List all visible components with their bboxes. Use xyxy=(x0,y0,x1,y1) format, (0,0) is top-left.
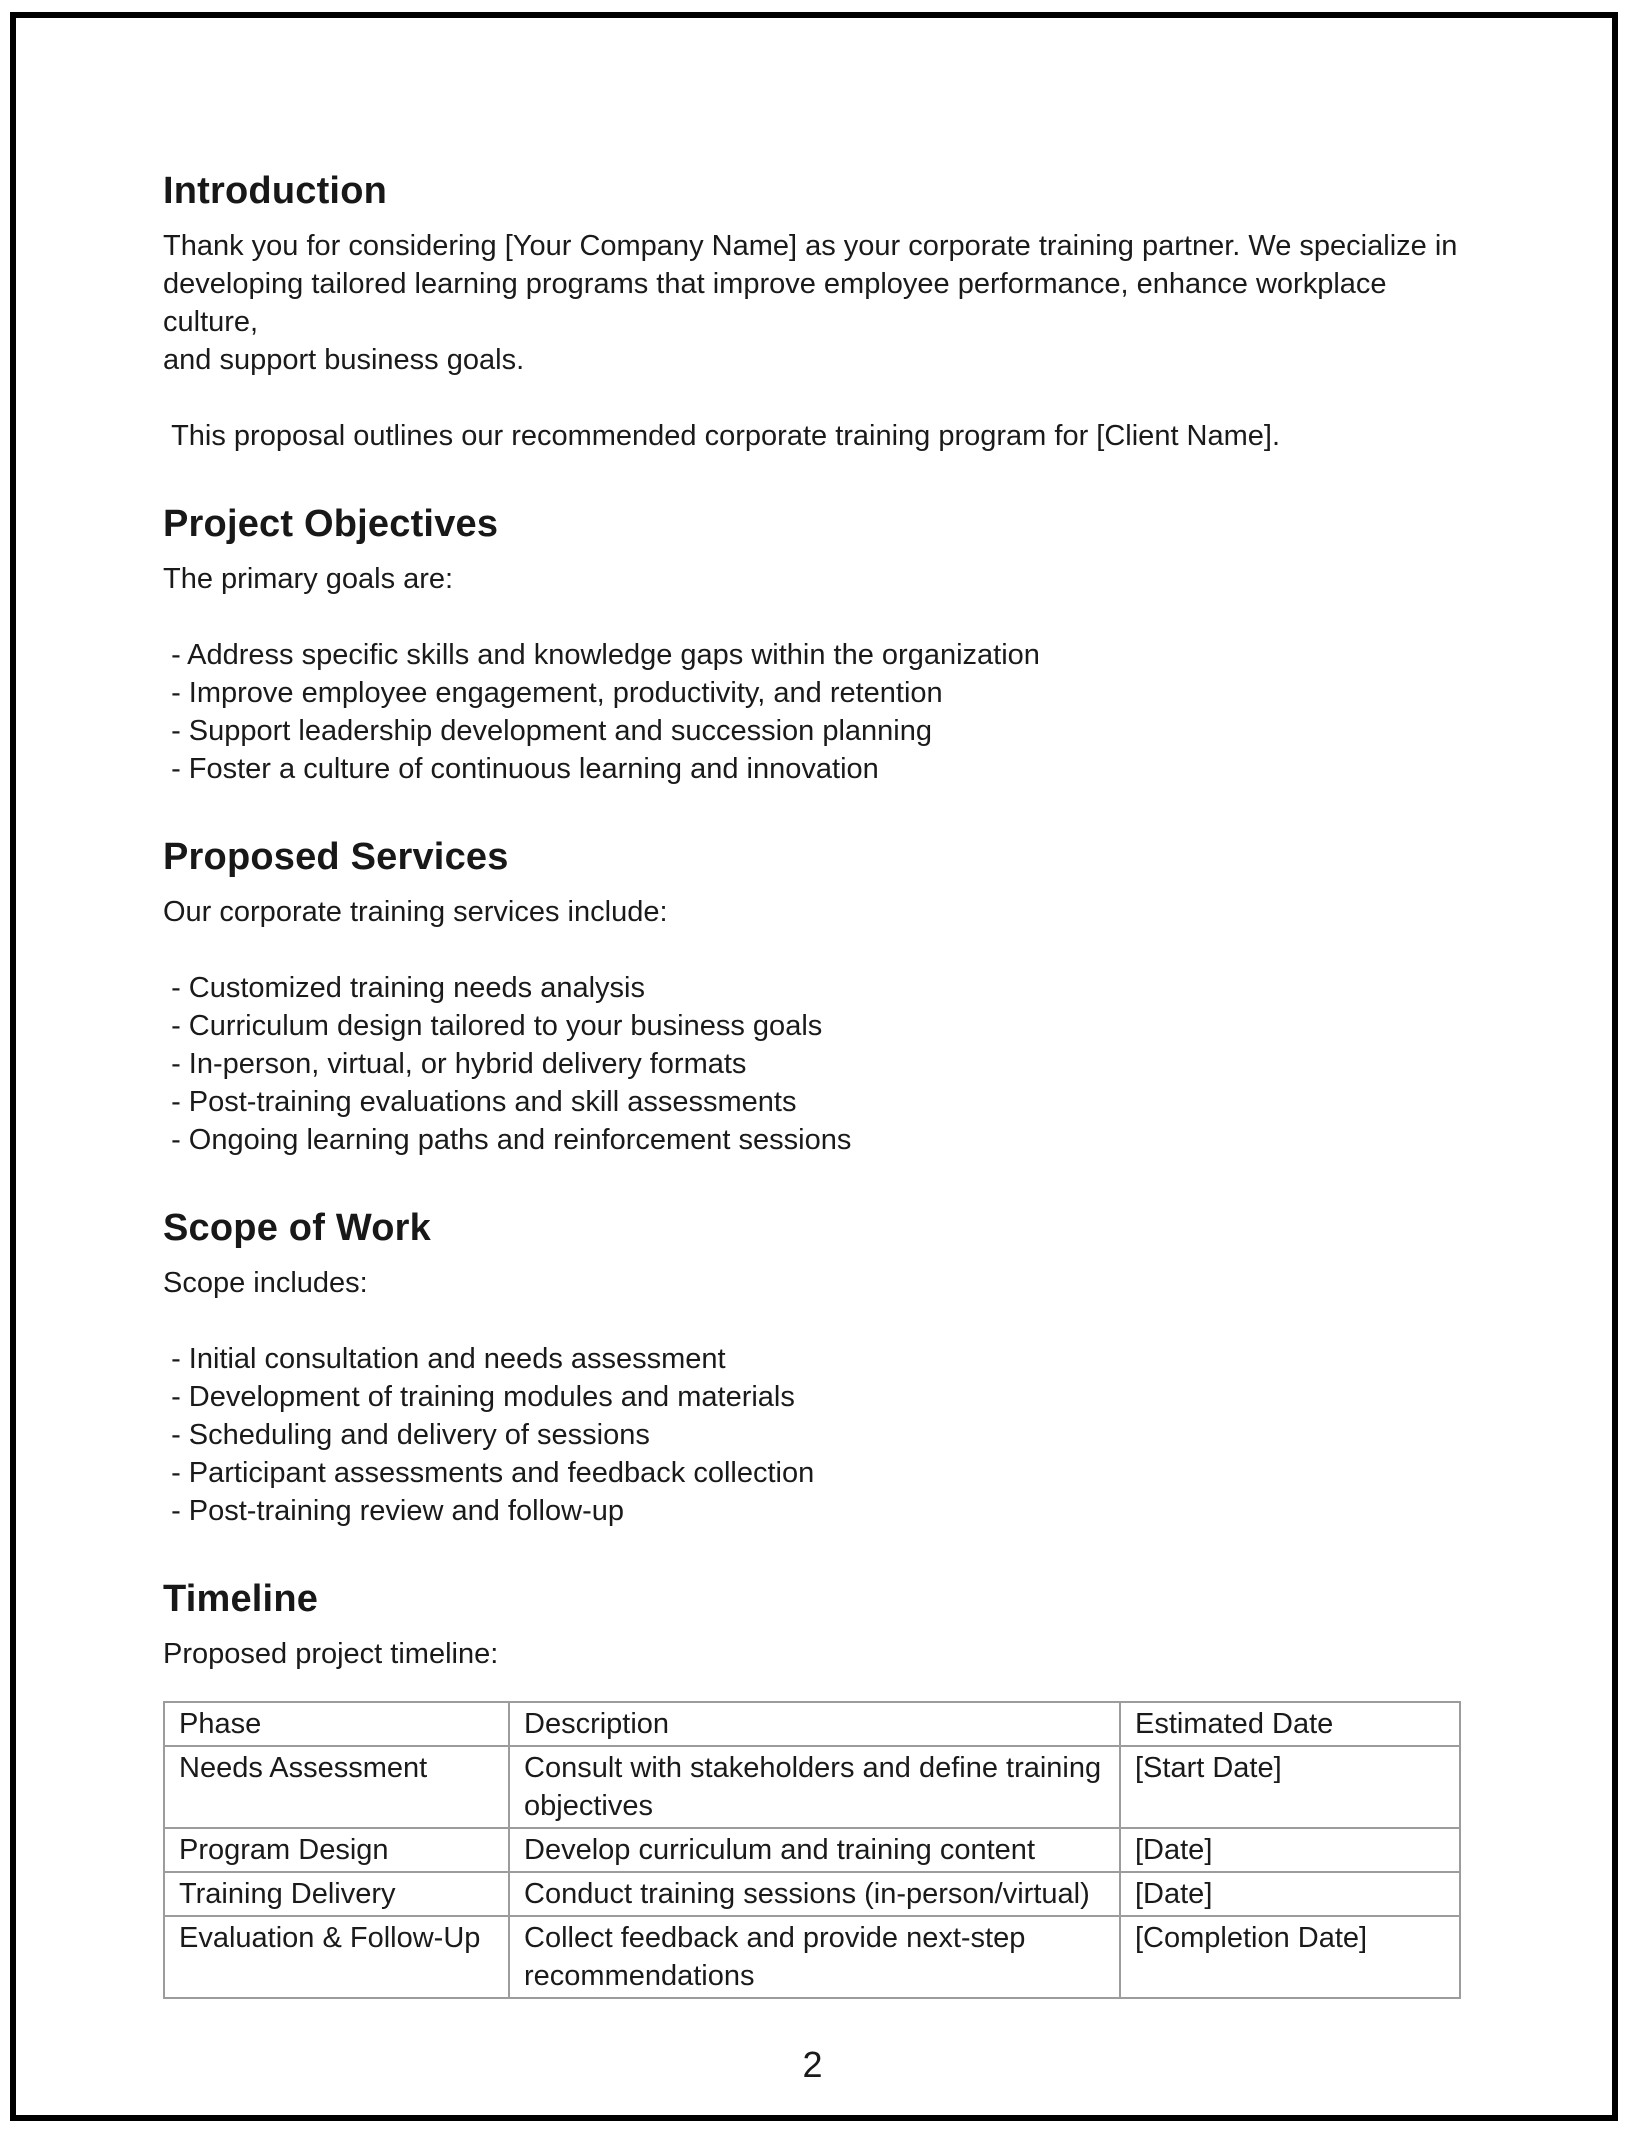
cell-phase: Needs Assessment xyxy=(164,1746,509,1828)
paragraph-spacer xyxy=(163,931,1462,969)
timeline-lead: Proposed project timeline: xyxy=(163,1638,499,1670)
objective-bullet: - Improve employee engagement, productivity, and retention xyxy=(163,677,943,709)
cell-date: [Date] xyxy=(1120,1828,1460,1872)
table-row xyxy=(164,1828,1460,1872)
document-content xyxy=(163,172,1462,2085)
heading-scope-of-work: Scope of Work xyxy=(163,1207,431,1249)
table-row xyxy=(164,1872,1460,1916)
cell-date: [Completion Date] xyxy=(1120,1916,1460,1998)
cell-phase: Program Design xyxy=(164,1828,509,1872)
heading-proposed-services: Proposed Services xyxy=(163,836,509,878)
intro-second-paragraph: This proposal outlines our recommended corporate training program for [Client Name]. xyxy=(163,420,1281,452)
paragraph-spacer xyxy=(163,1302,1462,1340)
objective-bullet: - Foster a culture of continuous learning and innovation xyxy=(163,753,879,785)
service-bullet: - Customized training needs analysis xyxy=(163,972,645,1004)
scope-bullet: - Post-training review and follow-up xyxy=(163,1495,624,1527)
table-header-estimated-date: Estimated Date xyxy=(1120,1702,1460,1746)
cell-description: Consult with stakeholders and define training objectives xyxy=(509,1746,1120,1828)
objectives-lead: The primary goals are: xyxy=(163,563,454,595)
paragraph-spacer xyxy=(163,379,1462,417)
table-header-phase: Phase xyxy=(164,1702,509,1746)
service-bullet: - In-person, virtual, or hybrid delivery formats xyxy=(163,1048,747,1080)
table-row xyxy=(164,1916,1460,1998)
intro-paragraph-line: developing tailored learning programs that improve employee performance, enhance workplace culture, xyxy=(163,268,1395,338)
section-timeline xyxy=(163,1580,1462,1999)
cell-date: [Date] xyxy=(1120,1872,1460,1916)
heading-timeline: Timeline xyxy=(163,1578,319,1620)
table-header-row xyxy=(164,1702,1460,1746)
scope-bullet: - Participant assessments and feedback collection xyxy=(163,1457,815,1489)
page-number: 2 xyxy=(802,2044,823,2085)
heading-project-objectives: Project Objectives xyxy=(163,503,499,545)
intro-paragraph-line: and support business goals. xyxy=(163,344,525,376)
objective-bullet: - Support leadership development and succession planning xyxy=(163,715,933,747)
service-bullet: - Curriculum design tailored to your business goals xyxy=(163,1010,823,1042)
table-header-description: Description xyxy=(509,1702,1120,1746)
cell-description: Conduct training sessions (in-person/virtual) xyxy=(509,1872,1120,1916)
section-proposed-services xyxy=(163,838,1462,1159)
section-project-objectives xyxy=(163,505,1462,788)
paragraph-spacer xyxy=(163,598,1462,636)
cell-description: Develop curriculum and training content xyxy=(509,1828,1120,1872)
service-bullet: - Ongoing learning paths and reinforcement sessions xyxy=(163,1124,852,1156)
section-scope-of-work xyxy=(163,1209,1462,1530)
services-lead: Our corporate training services include: xyxy=(163,896,668,928)
timeline-table xyxy=(163,1701,1461,1999)
service-bullet: - Post-training evaluations and skill assessments xyxy=(163,1086,797,1118)
scope-bullet: - Development of training modules and materials xyxy=(163,1381,795,1413)
intro-paragraph-line: Thank you for considering [Your Company Name] as your corporate training partner. We specialize in xyxy=(163,230,1458,262)
cell-date: [Start Date] xyxy=(1120,1746,1460,1828)
objective-bullet: - Address specific skills and knowledge gaps within the organization xyxy=(163,639,1040,671)
scope-bullet: - Initial consultation and needs assessment xyxy=(163,1343,726,1375)
scope-lead: Scope includes: xyxy=(163,1267,368,1299)
table-row xyxy=(164,1746,1460,1828)
section-introduction xyxy=(163,172,1462,455)
cell-phase: Evaluation & Follow-Up xyxy=(164,1916,509,1998)
cell-description: Collect feedback and provide next-step recommendations xyxy=(509,1916,1120,1998)
cell-phase: Training Delivery xyxy=(164,1872,509,1916)
heading-introduction: Introduction xyxy=(163,170,388,212)
scope-bullet: - Scheduling and delivery of sessions xyxy=(163,1419,650,1451)
